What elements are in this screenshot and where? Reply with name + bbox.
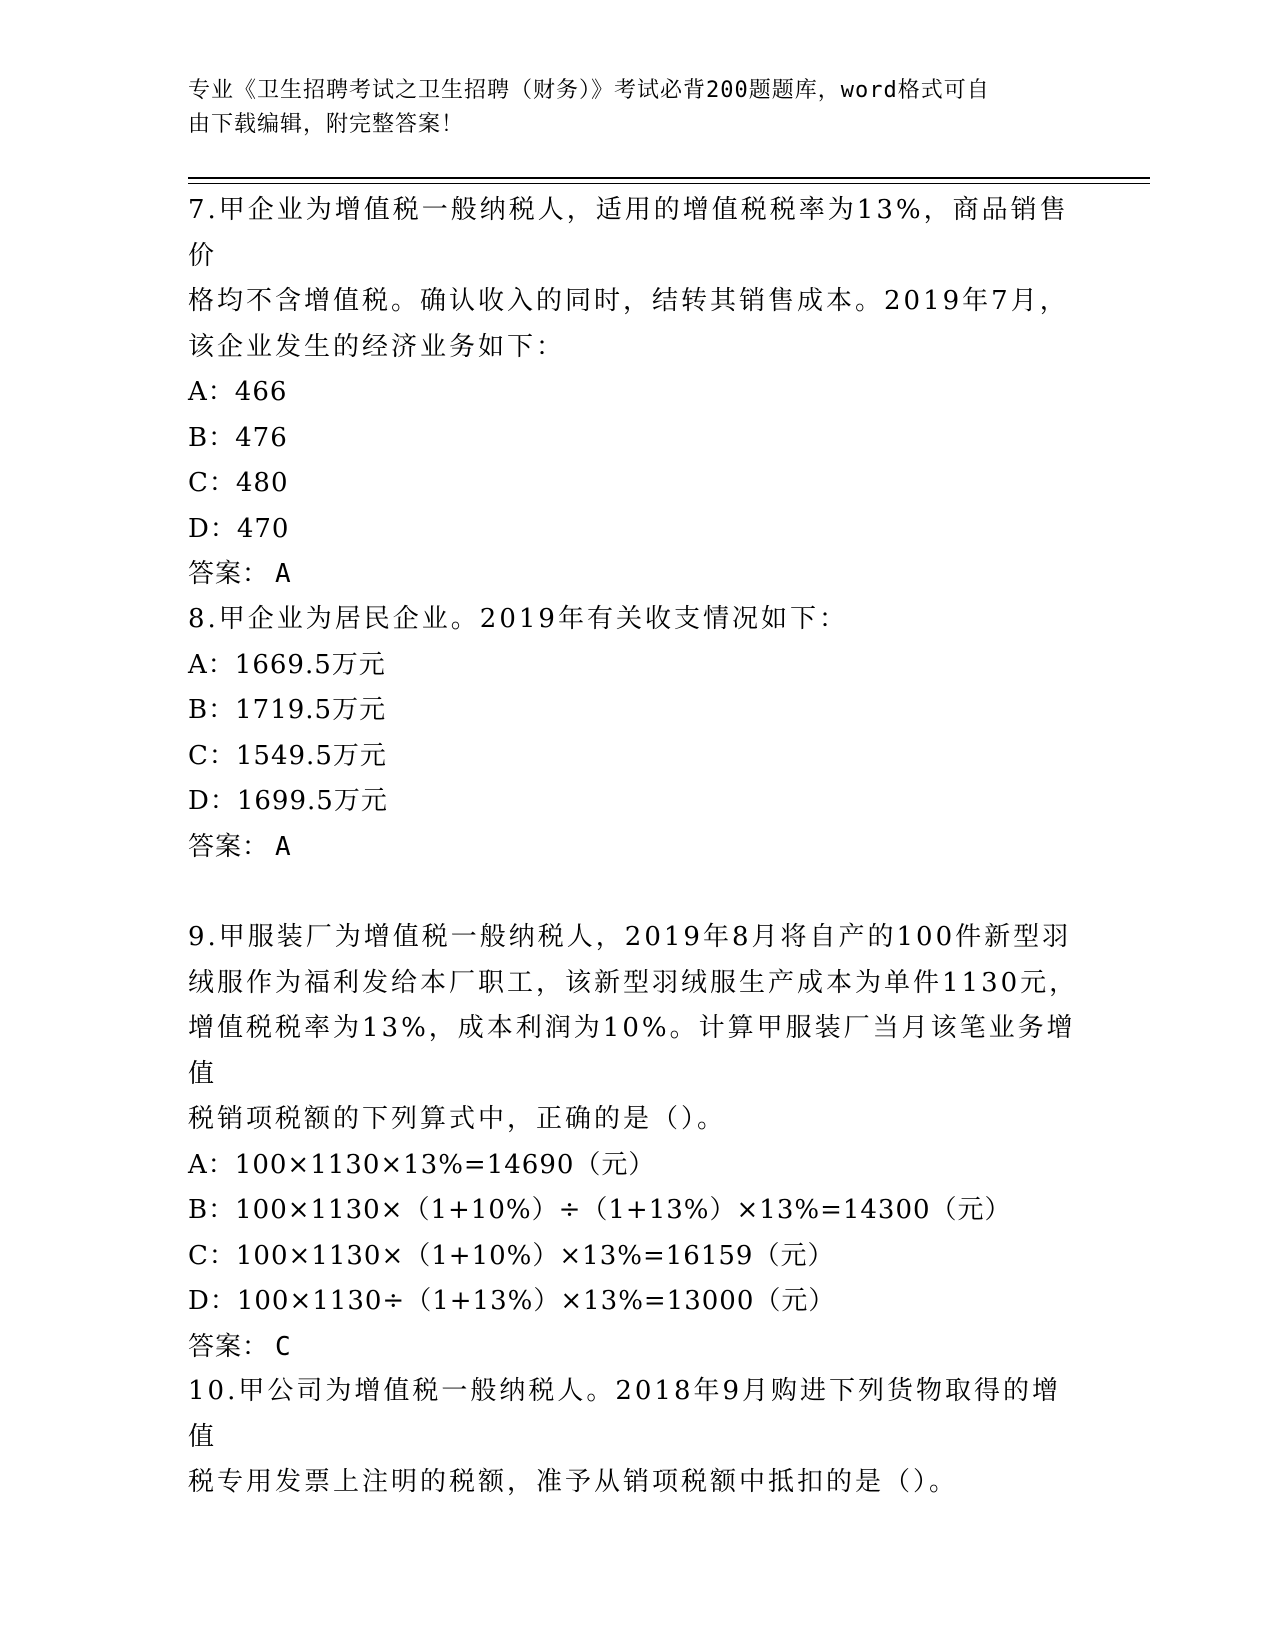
- stem-line: 该企业发生的经济业务如下：: [188, 331, 566, 362]
- option-b: B：100×1130×（1+10%）÷（1+13%）×13%=14300（元）: [188, 1195, 1012, 1225]
- answer: [188, 825, 1088, 871]
- question-7: [188, 188, 1088, 598]
- stem-line: 9.甲服装厂为增值税一般纳税人，2019年8月将自产的100件新型羽: [188, 922, 1072, 952]
- question-9: [188, 915, 1088, 1370]
- answer-label: 答案：: [188, 831, 270, 862]
- stem-line: 绒服作为福利发给本厂职工，该新型羽绒服生产成本为单件1130元，: [188, 967, 1079, 998]
- option-b: B：1719.5万元: [188, 695, 387, 725]
- header-line: 由下载编辑，附完整答案！: [188, 112, 465, 137]
- answer-label: 答案：: [188, 1331, 270, 1362]
- stem-line: 税销项税额的下列算式中，正确的是（）。: [188, 1104, 727, 1134]
- option-a: A：100×1130×13%=14690（元）: [188, 1149, 656, 1180]
- option-c: C：1549.5万元: [188, 740, 387, 771]
- header-divider: [188, 177, 1150, 179]
- answer-value: A: [275, 559, 292, 589]
- question-stem: [188, 188, 1088, 370]
- document-header: [188, 74, 1068, 142]
- question-8: [188, 597, 1088, 870]
- option-a: A：1669.5万元: [188, 649, 386, 680]
- option-a: A：466: [188, 377, 288, 407]
- answer-value: C: [275, 1331, 292, 1362]
- option-d: D：470: [188, 513, 290, 544]
- answer: [188, 552, 1088, 598]
- stem-line: 增值税税率为13%，成本利润为10%。计算甲服装厂当月该笔业务增值: [188, 1013, 1076, 1089]
- option-d: D：1699.5万元: [188, 786, 388, 816]
- stem-line: 格均不含增值税。确认收入的同时，结转其销售成本。2019年7月，: [188, 286, 1069, 316]
- option-b: B：476: [188, 422, 288, 453]
- option-d: D：100×1130÷（1+13%）×13%=13000（元）: [188, 1286, 836, 1316]
- answer-value: A: [275, 831, 292, 862]
- question-10: [188, 1369, 1088, 1506]
- option-c: C：480: [188, 468, 289, 498]
- stem-line: 8.甲企业为居民企业。2019年有关收支情况如下：: [188, 604, 848, 634]
- question-stem: [188, 915, 1088, 1143]
- stem-line: 10.甲公司为增值税一般纳税人。2018年9月购进下列货物取得的增值: [188, 1376, 1062, 1452]
- question-stem: [188, 597, 1088, 643]
- stem-line: 税专用发票上注明的税额，准予从销项税额中抵扣的是（）。: [188, 1467, 959, 1497]
- answer-label: 答案：: [188, 559, 270, 589]
- stem-line: 7.甲企业为增值税一般纳税人，适用的增值税税率为13%，商品销售价: [188, 195, 1069, 271]
- answer: [188, 1325, 1088, 1371]
- header-divider-thin: [188, 183, 1150, 184]
- option-c: C：100×1130×（1+10%）×13%=16159（元）: [188, 1240, 835, 1271]
- question-stem: [188, 1369, 1088, 1506]
- header-line: 专业《卫生招聘考试之卫生招聘（财务）》考试必背200题题库，word格式可自: [188, 78, 990, 103]
